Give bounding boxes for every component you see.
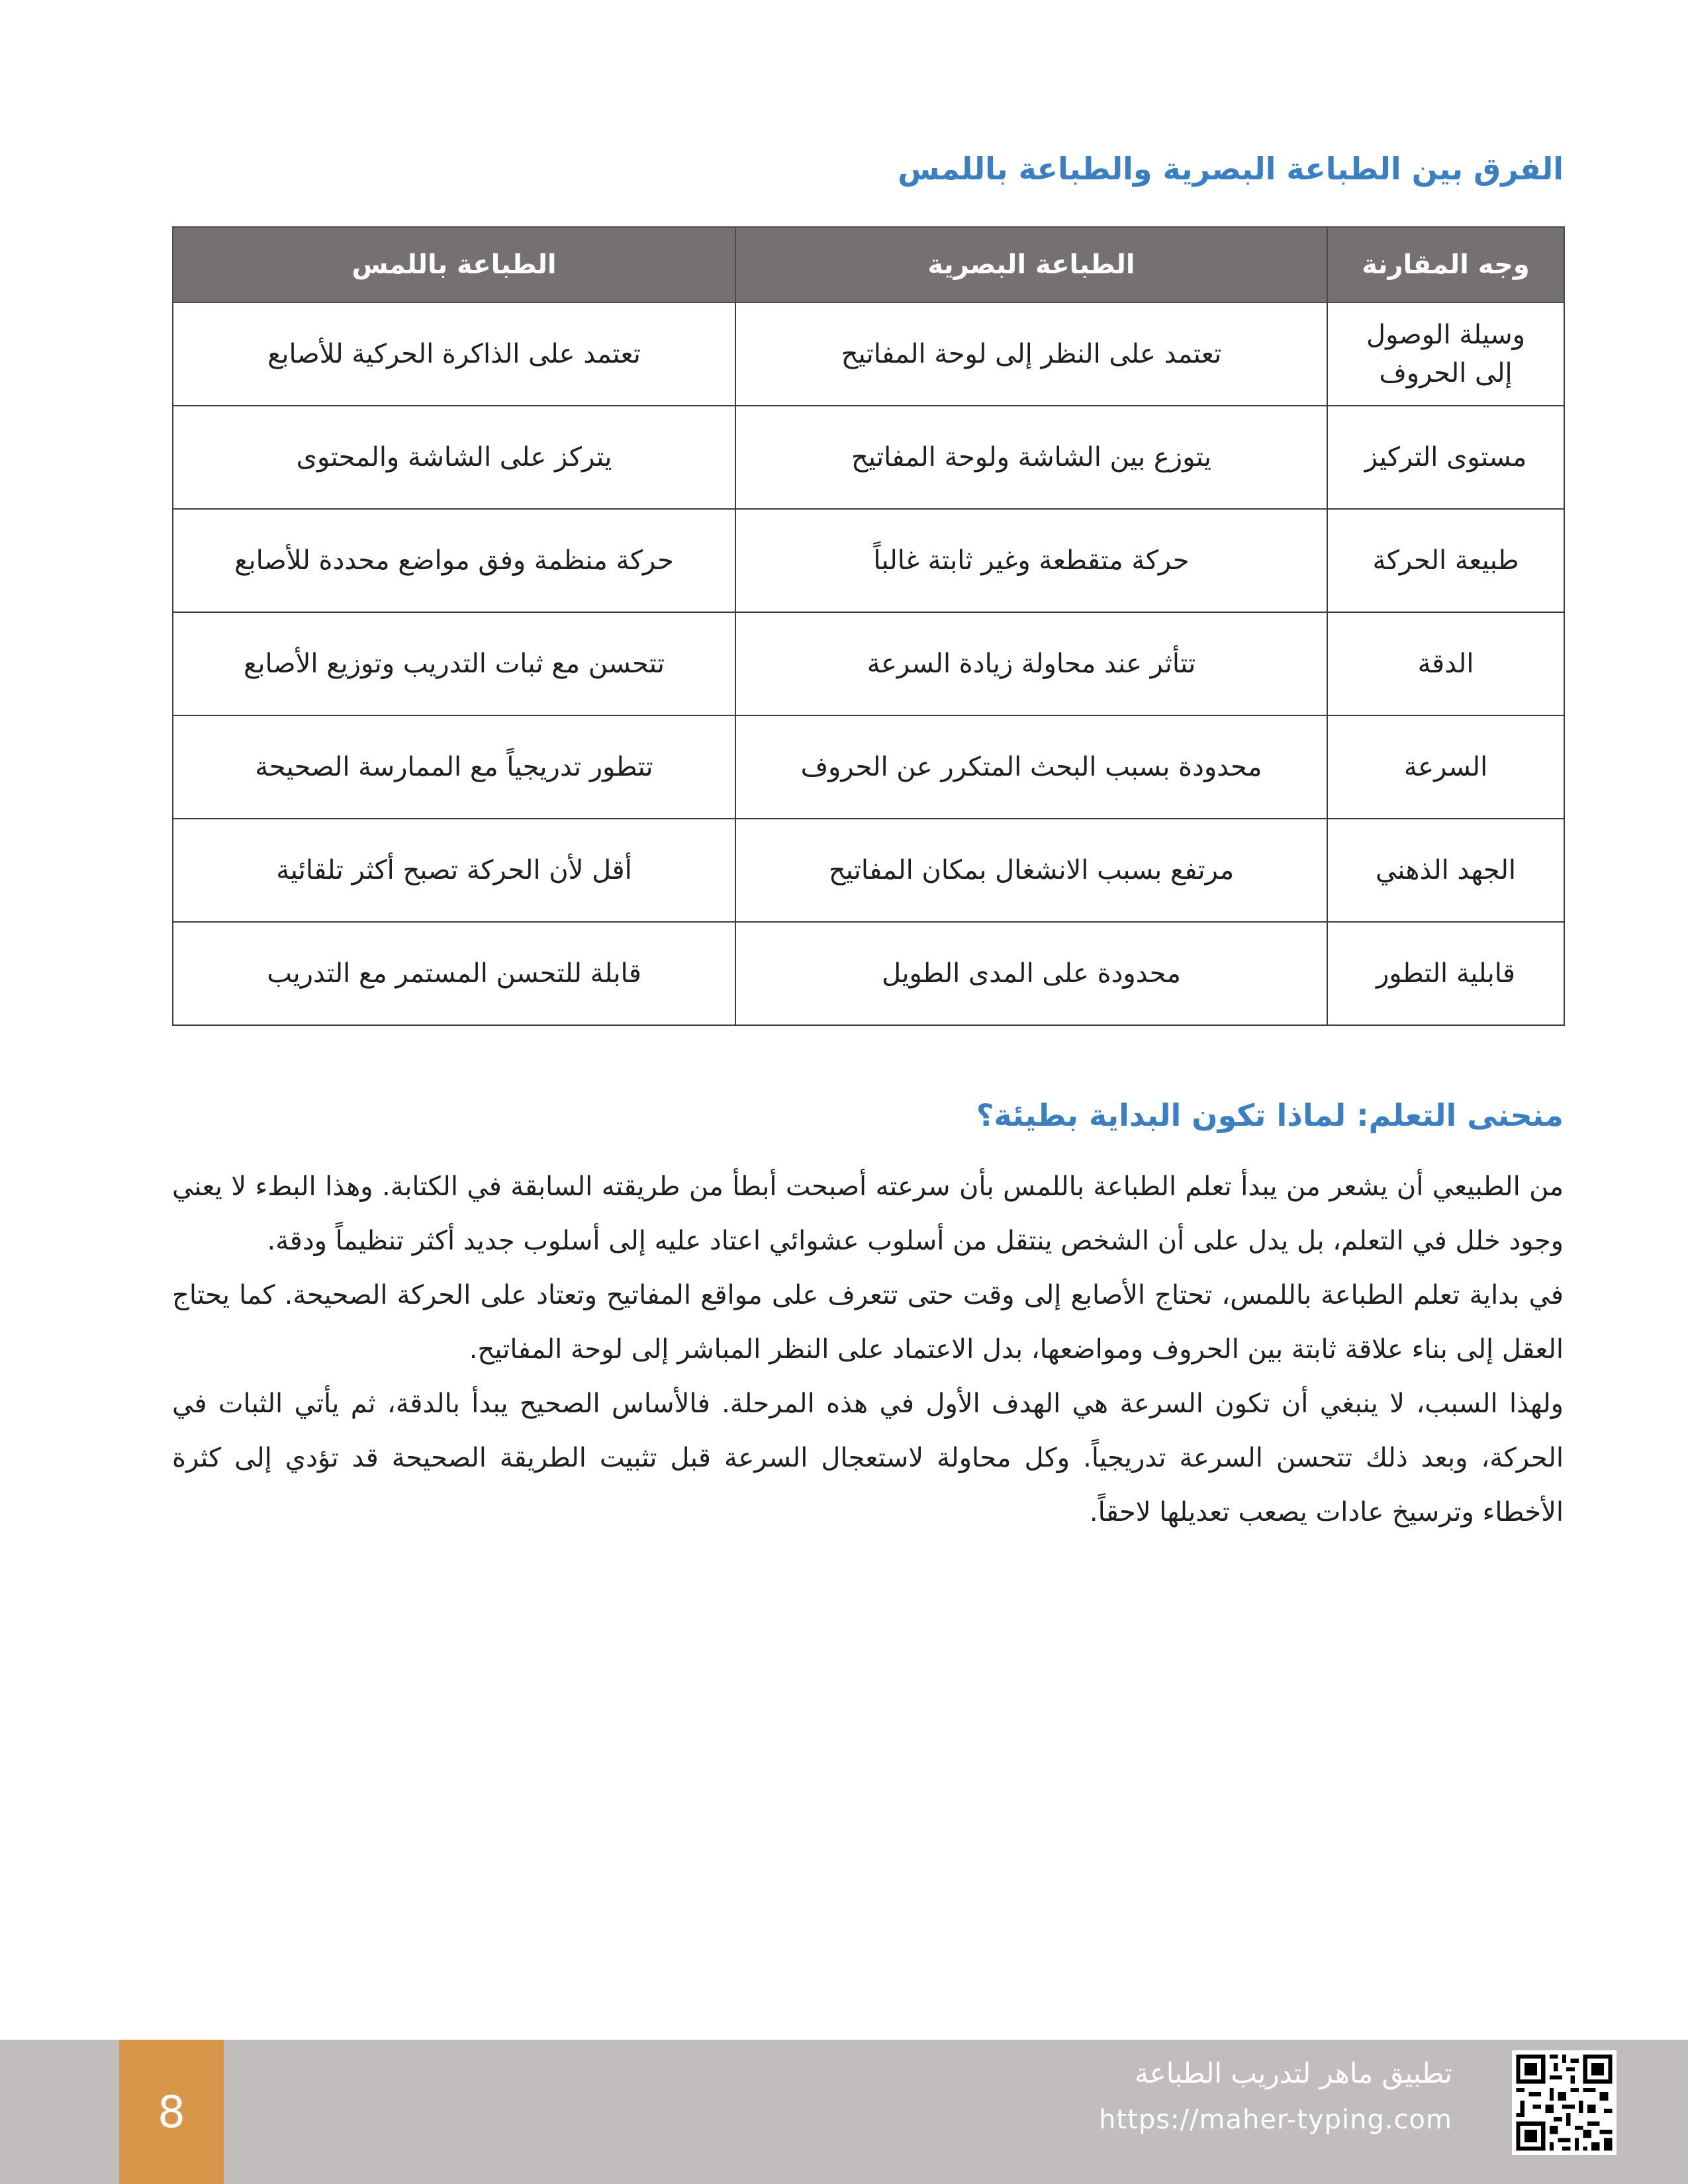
footer-info xyxy=(1099,2050,1452,2143)
table-cell-touch: حركة منظمة وفق مواضع محددة للأصابع xyxy=(173,509,735,612)
table-cell-touch: تعتمد على الذاكرة الحركية للأصابع xyxy=(173,302,735,406)
paragraph: من الطبيعي أن يشعر من يبدأ تعلم الطباعة باللمس بأن سرعته أصبحت أبطأ من طريقته السابقة في الكتابة. وهذا البطء لا يعني وجود خلل في التعلم، بل يدل على أن الشخص ينتقل من أسلوب عشوائي اعتاد عليه إلى أسلوب جديد أكثر تنظيماً ودقة. xyxy=(172,1171,1564,1256)
table-cell-visual: يتوزع بين الشاشة ولوحة المفاتيح xyxy=(735,406,1327,509)
table-cell-touch: تتحسن مع ثبات التدريب وتوزيع الأصابع xyxy=(173,612,735,715)
table-row xyxy=(173,302,1564,406)
table-cell-aspect: وسيلة الوصول إلى الحروف xyxy=(1327,302,1564,406)
learning-curve-body xyxy=(172,1160,1564,1539)
page-number: 8 xyxy=(119,2040,224,2184)
table-cell-touch: تتطور تدريجياً مع الممارسة الصحيحة xyxy=(173,715,735,819)
table-cell-aspect: قابلية التطور xyxy=(1327,922,1564,1025)
table-row xyxy=(173,406,1564,509)
paragraph: في بداية تعلم الطباعة باللمس، تحتاج الأصابع إلى وقت حتى تتعرف على مواقع المفاتيح وتعتاد على الحركة الصحيحة. كما يحتاج العقل إلى بناء علاقة ثابتة بين الحروف ومواضعها، بدل الاعتماد على النظر المباشر إلى لوحة المفاتيح. xyxy=(172,1280,1564,1365)
table-cell-aspect: الجهد الذهني xyxy=(1327,819,1564,922)
footer-url-link[interactable]: https://maher-typing.com xyxy=(1099,2105,1452,2135)
paragraph: ولهذا السبب، لا ينبغي أن تكون السرعة هي الهدف الأول في هذه المرحلة. فالأساس الصحيح يبدأ بالدقة، ثم يأتي الثبات في الحركة، وبعد ذلك تتحسن السرعة تدريجياً. وكل محاولة لاستعجال السرعة قبل تثبيت الطريقة الصحيحة قد تؤدي إلى كثرة الأخطاء وترسيخ عادات يصعب تعديلها لاحقاً. xyxy=(172,1388,1564,1527)
table-cell-touch: قابلة للتحسن المستمر مع التدريب xyxy=(173,922,735,1025)
table-cell-visual: تتأثر عند محاولة زيادة السرعة xyxy=(735,612,1327,715)
table-row xyxy=(173,509,1564,612)
comparison-table xyxy=(172,226,1565,1026)
table-cell-touch: يتركز على الشاشة والمحتوى xyxy=(173,406,735,509)
table-cell-touch: أقل لأن الحركة تصبح أكثر تلقائية xyxy=(173,819,735,922)
table-header-cell: الطباعة البصرية xyxy=(735,227,1327,302)
table-cell-visual: محدودة بسبب البحث المتكرر عن الحروف xyxy=(735,715,1327,819)
table-row xyxy=(173,922,1564,1025)
table-cell-visual: حركة متقطعة وغير ثابتة غالباً xyxy=(735,509,1327,612)
table-row xyxy=(173,612,1564,715)
table-header-row xyxy=(173,227,1564,302)
table-cell-visual: تعتمد على النظر إلى لوحة المفاتيح xyxy=(735,302,1327,406)
table-header-cell: الطباعة باللمس xyxy=(173,227,735,302)
table-cell-aspect: طبيعة الحركة xyxy=(1327,509,1564,612)
footer-app-name: تطبيق ماهر لتدريب الطباعة xyxy=(1135,2057,1452,2089)
table-row xyxy=(173,819,1564,922)
table-cell-aspect: الدقة xyxy=(1327,612,1564,715)
section-heading-comparison: الفرق بين الطباعة البصرية والطباعة باللمس xyxy=(898,151,1564,187)
table-header-cell: وجه المقارنة xyxy=(1327,227,1564,302)
section-heading-learning-curve: منحنى التعلم: لماذا تكون البداية بطيئة؟ xyxy=(976,1097,1564,1133)
table-cell-visual: مرتفع بسبب الانشغال بمكان المفاتيح xyxy=(735,819,1327,922)
table-cell-aspect: السرعة xyxy=(1327,715,1564,819)
table-cell-visual: محدودة على المدى الطويل xyxy=(735,922,1327,1025)
table-cell-aspect: مستوى التركيز xyxy=(1327,406,1564,509)
qr-code-icon[interactable] xyxy=(1512,2050,1617,2155)
table-row xyxy=(173,715,1564,819)
